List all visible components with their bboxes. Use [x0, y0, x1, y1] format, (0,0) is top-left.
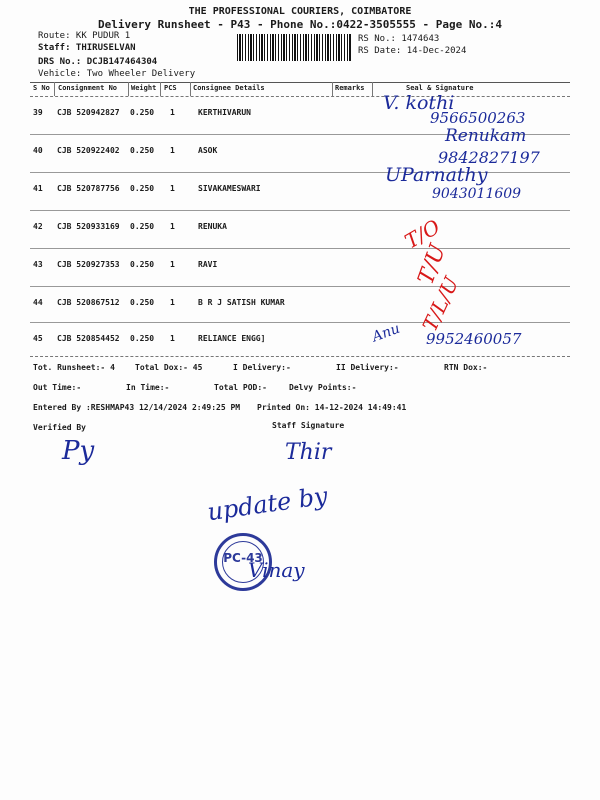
- col-weight: Weight: [131, 84, 157, 92]
- row-weight: 0.250: [130, 108, 155, 117]
- col-consignment: Consignment No: [58, 84, 118, 92]
- stamp-text: PC-43: [223, 551, 263, 565]
- row-consignment: CJB 520933169: [57, 222, 120, 231]
- col-divider: [332, 82, 333, 96]
- row-consignment: CJB 520867512: [57, 298, 120, 307]
- row-pcs: 1: [170, 222, 175, 231]
- staff-signature-label: Staff Signature: [272, 421, 345, 430]
- row-sno: 43: [33, 260, 43, 269]
- vehicle-label: Vehicle: Two Wheeler Delivery: [38, 69, 196, 79]
- row-weight: 0.250: [130, 146, 155, 155]
- col-consignee: Consignee Details: [193, 84, 265, 92]
- runsheet-subtitle: Delivery Runsheet - P43 - Phone No.:0422-3505555 - Page No.:4: [98, 18, 502, 31]
- row-pcs: 1: [170, 108, 175, 117]
- row-sno: 39: [33, 108, 43, 117]
- handwritten-phone: 9952460057: [426, 330, 522, 348]
- col-remarks: Remarks: [335, 84, 365, 92]
- row-consignment: CJB 520927353: [57, 260, 120, 269]
- entered-by: Entered By :RESHMAP43 12/14/2024 2:49:25 PM: [33, 403, 241, 412]
- total-pod: Total POD:-: [214, 383, 267, 392]
- row-consignment: CJB 520854452: [57, 334, 120, 343]
- row-consignment: CJB 520922402: [57, 146, 120, 155]
- handwritten-mark: T/L/U: [417, 273, 464, 335]
- total-dox: Total Dox:- 45: [135, 363, 203, 372]
- handwritten-signature: UParnathy: [385, 164, 488, 186]
- row-pcs: 1: [170, 298, 175, 307]
- table-row: [30, 286, 570, 324]
- rs-date: RS Date: 14-Dec-2024: [358, 46, 467, 56]
- row-weight: 0.250: [130, 260, 155, 269]
- handwritten-phone: 9043011609: [432, 186, 522, 202]
- row-consignment: CJB 520787756: [57, 184, 120, 193]
- col-seal: Seal & Signature: [406, 84, 474, 92]
- tot-runsheet: Tot. Runsheet:- 4: [33, 363, 115, 372]
- col-divider: [190, 82, 191, 96]
- row-pcs: 1: [170, 260, 175, 269]
- row-consignee: SIVAKAMESWARI: [198, 184, 261, 193]
- i-delivery: I Delivery:-: [233, 363, 291, 372]
- row-sno: 44: [33, 298, 43, 307]
- company-title: THE PROFESSIONAL COURIERS, COIMBATORE: [188, 6, 412, 17]
- printed-on: Printed On: 14-12-2024 14:49:41: [257, 403, 407, 412]
- row-sno: 42: [33, 222, 43, 231]
- col-divider: [54, 82, 55, 96]
- col-divider: [160, 82, 161, 96]
- stamp-signature: Vinay: [248, 558, 305, 582]
- delvy-points: Delvy Points:-: [289, 383, 357, 392]
- route-label: Route: KK PUDUR 1: [38, 31, 131, 41]
- update-note: update by: [205, 481, 330, 527]
- col-divider: [128, 82, 129, 96]
- row-consignment: CJB 520942827: [57, 108, 120, 117]
- table-bottom-rule: [30, 356, 570, 357]
- verified-by-label: Verified By: [33, 423, 86, 432]
- rs-number: RS No.: 1474643: [358, 34, 440, 44]
- row-consignee: KERTHIVARUN: [198, 108, 251, 117]
- col-sno: S No: [33, 84, 50, 92]
- col-pcs: PCS: [164, 84, 177, 92]
- row-pcs: 1: [170, 334, 175, 343]
- staff-signature: Thir: [285, 440, 332, 465]
- in-time: In Time:-: [126, 383, 170, 392]
- row-consignee: RAVI: [198, 260, 218, 269]
- row-pcs: 1: [170, 184, 175, 193]
- row-weight: 0.250: [130, 298, 155, 307]
- out-time: Out Time:-: [33, 383, 82, 392]
- handwritten-signature: Anu: [370, 320, 403, 346]
- ii-delivery: II Delivery:-: [336, 363, 399, 372]
- table-row: [30, 248, 570, 286]
- col-divider: [372, 82, 373, 96]
- row-sno: 45: [33, 334, 43, 343]
- row-weight: 0.250: [130, 184, 155, 193]
- handwritten-mark: T/O: [400, 214, 445, 254]
- handwritten-mark: T/U: [413, 241, 452, 288]
- verified-signature: Py: [62, 436, 95, 466]
- row-sno: 41: [33, 184, 43, 193]
- rtn-dox: RTN Dox:-: [444, 363, 488, 372]
- table-row: [30, 210, 570, 248]
- row-consignee: ASOK: [198, 146, 218, 155]
- row-consignee: RELIANCE ENGG]: [198, 334, 266, 343]
- row-consignee: RENUKA: [198, 222, 227, 231]
- handwritten-phone: 9566500263: [430, 109, 526, 127]
- row-pcs: 1: [170, 146, 175, 155]
- handwritten-phone: 9842827197: [438, 148, 540, 167]
- drs-number: DRS No.: DCJB147464304: [38, 57, 158, 67]
- barcode: [237, 34, 351, 61]
- row-weight: 0.250: [130, 222, 155, 231]
- handwritten-signature: V. kothi: [383, 92, 455, 114]
- table-top-rule: [30, 82, 570, 83]
- row-weight: 0.250: [130, 334, 155, 343]
- handwritten-signature: Renukam: [445, 126, 527, 146]
- staff-label: Staff: THIRUSELVAN: [38, 43, 136, 53]
- row-sno: 40: [33, 146, 43, 155]
- row-consignee: B R J SATISH KUMAR: [198, 298, 285, 307]
